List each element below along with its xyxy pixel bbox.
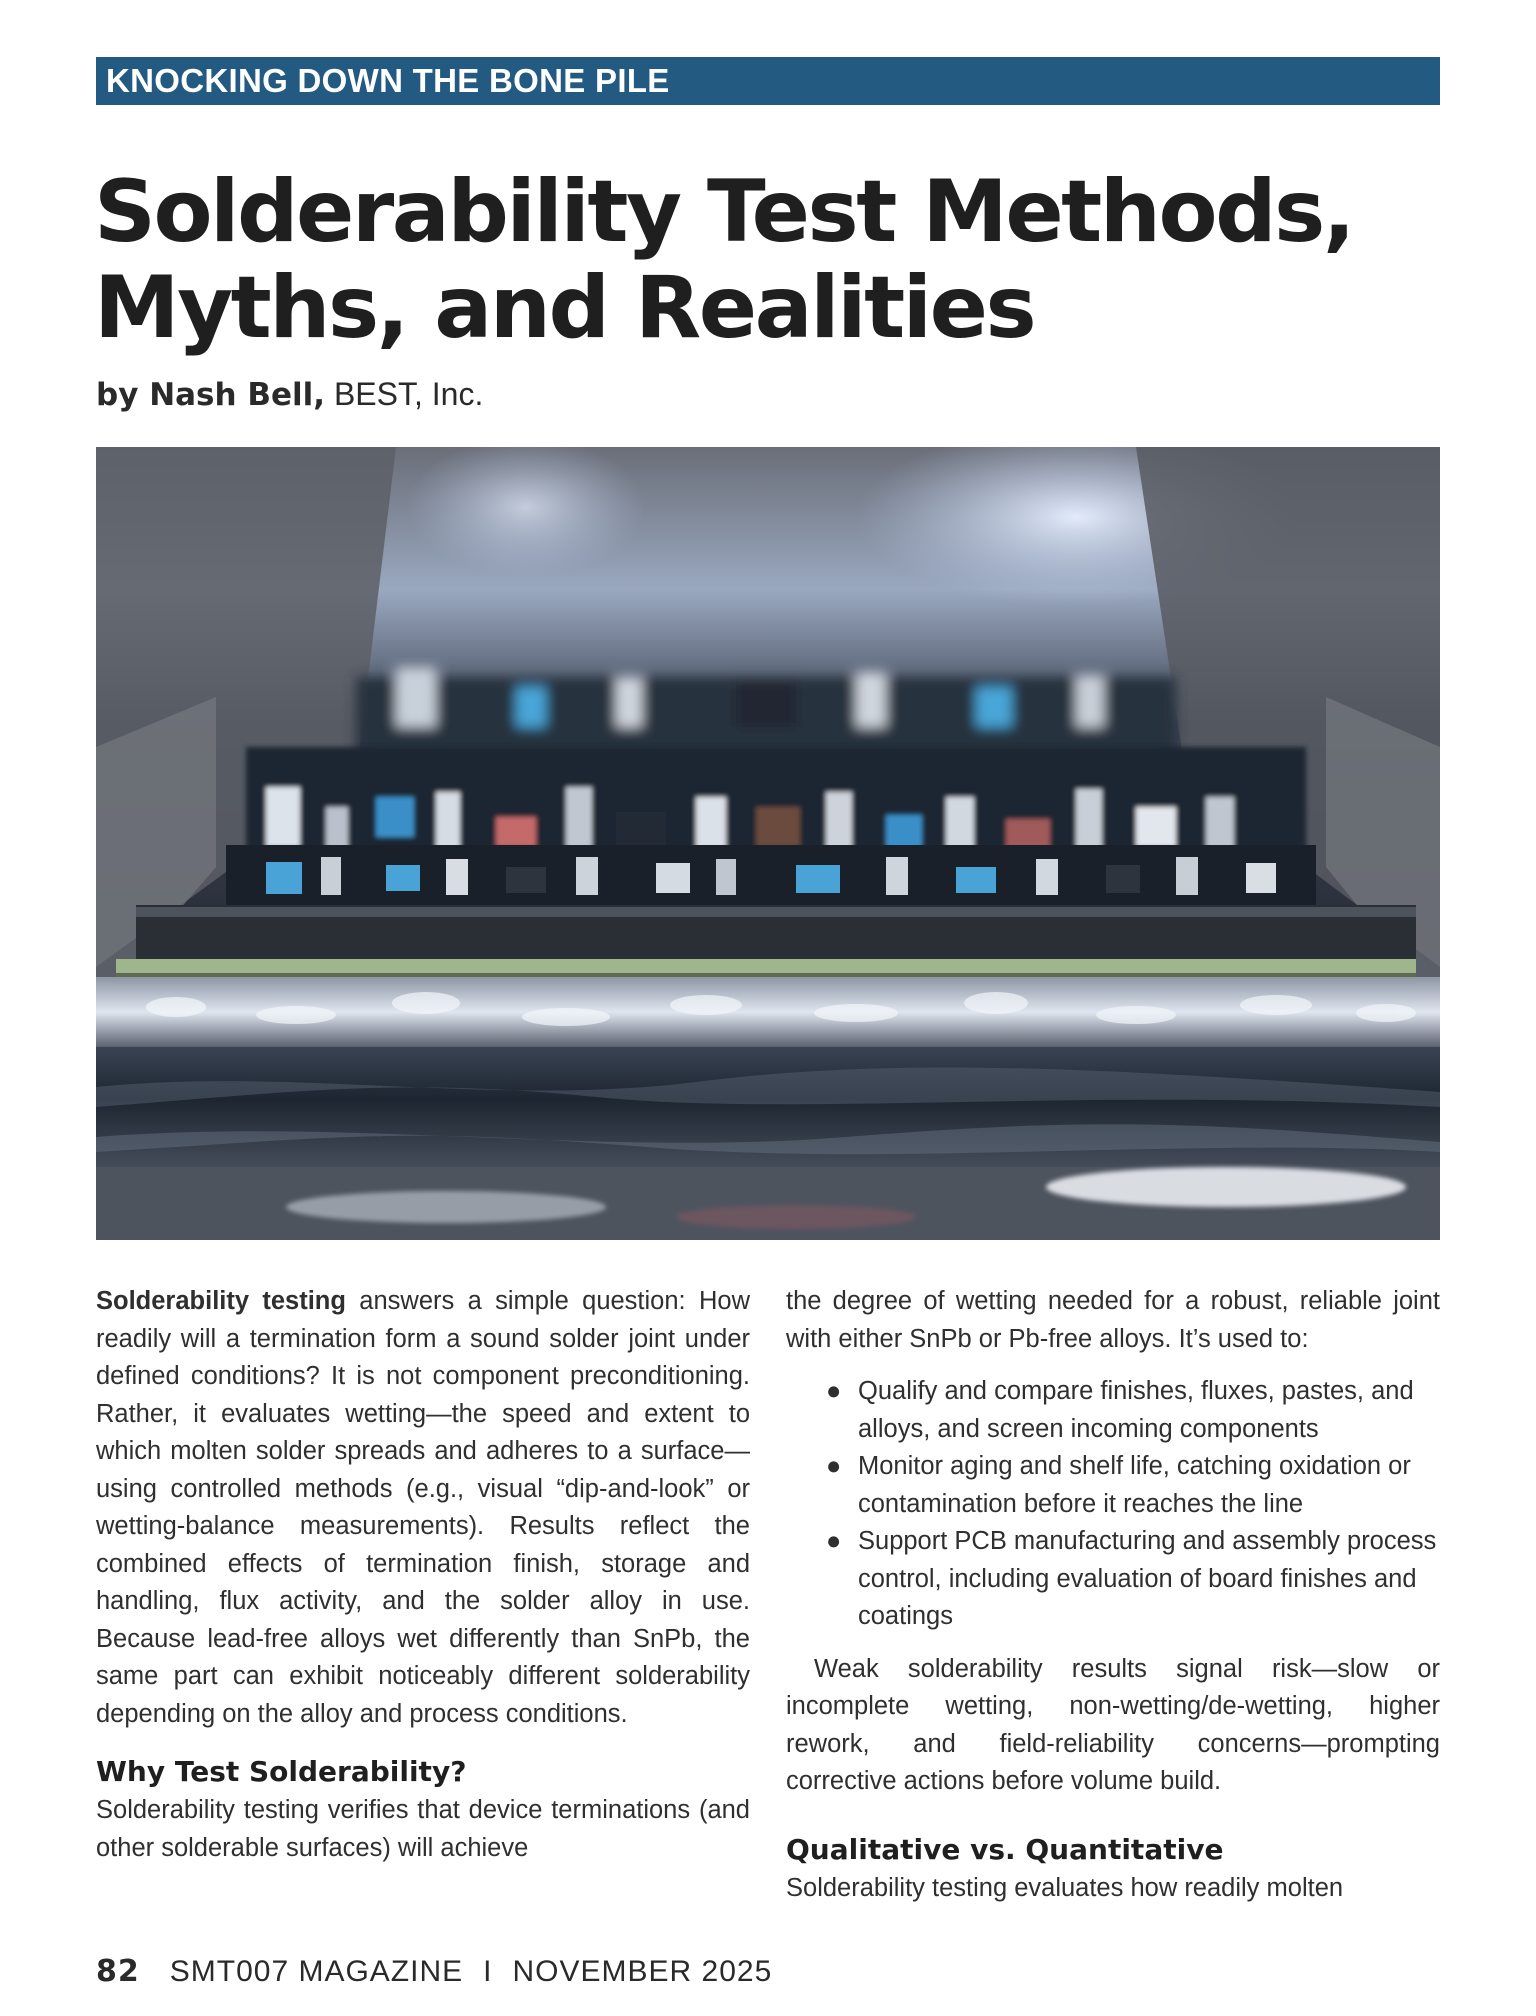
list-item-text: Support PCB manufacturing and assembly process control, including evaluation of board finishes and coatings bbox=[858, 1527, 1437, 1630]
column-right bbox=[786, 1283, 1440, 1907]
uses-list bbox=[786, 1373, 1440, 1636]
list-item-text: Qualify and compare finishes, fluxes, pastes, and alloys, and screen incoming components bbox=[858, 1377, 1414, 1443]
article-photo bbox=[96, 447, 1440, 1240]
column-left bbox=[96, 1283, 750, 1867]
bullet-icon: ● bbox=[826, 1452, 842, 1480]
title-line-2: Myths, and Realities bbox=[94, 258, 1035, 358]
heading-why-test: Why Test Solderability? bbox=[96, 1755, 467, 1788]
author-name: by Nash Bell, bbox=[96, 377, 326, 413]
list-item-text: Monitor aging and shelf life, catching oxidation or contamination before it reaches the line bbox=[858, 1452, 1411, 1518]
why-paragraph: Solderability testing verifies that device terminations (and other solderable surfaces) will achieve bbox=[96, 1796, 750, 1862]
list-item bbox=[786, 1373, 1440, 1448]
solder-wave-photo bbox=[96, 447, 1440, 1240]
qualitative-paragraph: Solderability testing evaluates how readily molten bbox=[786, 1873, 1344, 1902]
article-title bbox=[94, 164, 1454, 356]
issue-date: NOVEMBER 2025 bbox=[512, 1955, 773, 1988]
page-number: 82 bbox=[96, 1954, 140, 1989]
bullet-icon: ● bbox=[826, 1527, 842, 1555]
list-item bbox=[786, 1523, 1440, 1636]
bullet-icon: ● bbox=[826, 1377, 842, 1405]
section-label: KNOCKING DOWN THE BONE PILE bbox=[106, 62, 670, 99]
author-org: BEST, Inc. bbox=[333, 376, 484, 412]
title-line-1: Solderability Test Methods, bbox=[94, 162, 1353, 262]
intro-paragraph bbox=[96, 1283, 750, 1733]
magazine-name: SMT007 MAGAZINE bbox=[169, 1955, 464, 1988]
heading-qualitative: Qualitative vs. Quantitative bbox=[786, 1832, 1224, 1866]
page-footer bbox=[96, 1950, 772, 1994]
why-paragraph-continued: the degree of wetting needed for a robust, reliable joint with either SnPb or Pb-free alloys. It’s used to: bbox=[786, 1287, 1440, 1353]
list-item bbox=[786, 1448, 1440, 1523]
weak-results-paragraph: Weak solderability results signal risk—slow or incomplete wetting, non-wetting/de-wetting, higher rework, and field-reliability concerns—prompting corrective actions before volume build. bbox=[786, 1654, 1440, 1795]
byline bbox=[96, 372, 483, 417]
intro-text: answers a simple question: How readily will a termination form a sound solder joint under defined conditions? It is not component preconditioning. Rather, it evaluates wetting—the speed and extent to which molten solder spreads and adheres to a surface—using controlled methods (e.g., visual “dip-and-look” or wetting-balance measurements). Results reflect the combined effects of termination finish, storage and handling, flux activity, and the solder alloy in use. Because lead-free alloys wet differently than SnPb, the same part can exhibit noticeably different solderability depending on the alloy and process conditions. bbox=[96, 1287, 750, 1728]
section-banner bbox=[96, 57, 1440, 105]
intro-lead: Solderability testing bbox=[96, 1287, 346, 1315]
footer-separator: I bbox=[483, 1955, 493, 1988]
